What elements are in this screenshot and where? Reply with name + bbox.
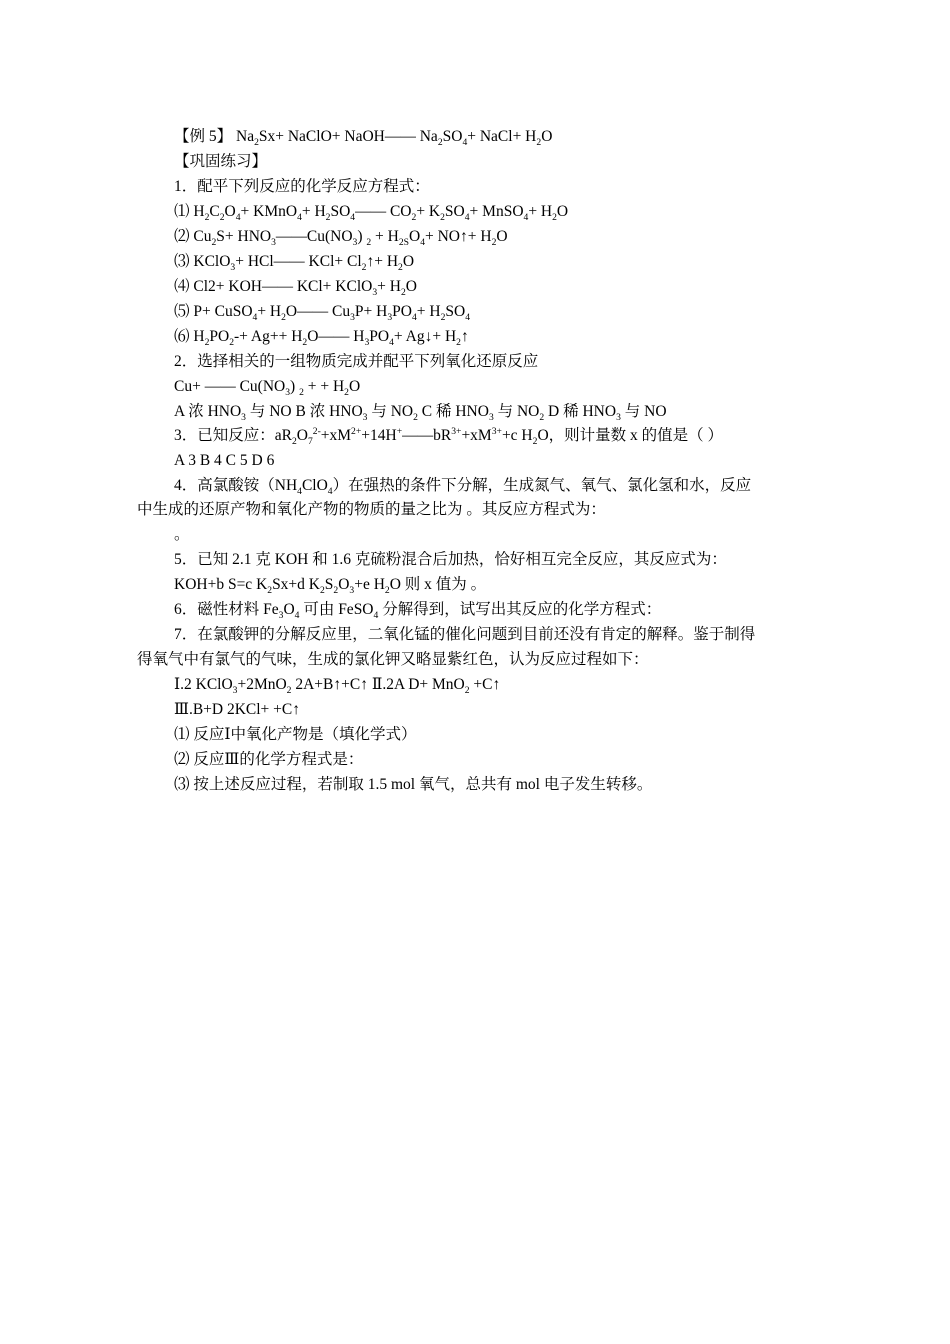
question-1-item-2: ⑵ $Cu_2S+$ $HNO_3——Cu(NO_3) _2 + H_{2S}O_4+$ NO↑+ $H_2O$: [174, 228, 508, 249]
question-1-item-3: ⑶ KClO$_3$+ HCl—— $KCl+ Cl_2↑+ H_2O$: [174, 253, 415, 274]
question-6-prompt: 6．磁性材料 $Fe_3O_4$ 可由 FeSO$_4$ 分解得到，试写出其反应的化学方程式：: [174, 601, 662, 622]
question-7-sub-3: ⑶ 按上述反应过程，若制取 1.5 mol 氧气，总共有 mol 电子发生转移。: [174, 776, 653, 793]
question-7-reactions-1: Ⅰ.2 KClO$_3$+2MnO$_2$ 2A+B↑+C↑ Ⅱ.2A D+ MnO$_2$ +C↑: [174, 676, 501, 697]
example-5-equation: 【例 5】 $Na_2Sx+$ NaClO+ NaOH—— $Na_2SO_4+$ NaCl+ $H_2O$: [174, 128, 553, 149]
question-3-options: A 3 B 4 C 5 D 6: [174, 452, 275, 469]
question-7-sub-1: ⑴ 反应Ⅰ中氧化产物是（填化学式）: [174, 726, 417, 743]
question-2-prompt: 2．选择相关的一组物质完成并配平下列氧化还原反应: [174, 353, 539, 370]
question-5-line-2: KOH+b S=c $K_2Sx+d$ $K_2S_2O_3+e$ $H_2O$ 则 x 值为 。: [174, 576, 487, 597]
question-1-item-6: ⑹ $H_2PO_2-+ Ag++$ $H_2O——$ $H_3PO_4+$ Ag↓+ $H_2↑$: [174, 328, 469, 349]
question-7-line-2: 得氧气中有氯气的气味，生成的氯化钾又略显紫红色，认为反应过程如下：: [137, 651, 649, 668]
question-4-line-1: 4．高氯酸铵$(NH_4ClO_4)$在强热的条件下分解，生成氮气、氧气、氯化氢和水，反应: [174, 477, 752, 498]
practice-heading: 【巩固练习】: [174, 153, 268, 170]
question-7-line-1: 7．在氯酸钾的分解反应里，二氧化锰的催化问题到目前还没有肯定的解释。鉴于制得: [174, 626, 756, 643]
question-2-equation: Cu+ —— $Cu(NO_3) _2$ + + $H_2O$: [174, 378, 361, 399]
question-4-line-2: 中生成的还原产物和氧化产物的物质的量之比为 。其反应方程式为：: [137, 501, 606, 518]
question-1-prompt: 1．配平下列反应的化学反应方程式：: [174, 178, 430, 195]
question-4-line-3: 。: [174, 526, 190, 543]
question-5-line-1: 5．已知 2.1 克 KOH 和 1.6 克硫粉混合后加热，恰好相互完全反应，其反应式为：: [174, 551, 727, 568]
question-1-item-5: ⑸ P+ CuSO$_4$+ $H_2O——$ $Cu_3P+ H_3PO_4+ H_2SO_4$: [174, 303, 470, 324]
question-2-options: A 浓 $HNO_3$ 与 NO B 浓 $HNO_3$ 与 $NO_2$ C 稀 $HNO_3$ 与 $NO_2$ D 稀 $HNO_3$ 与 NO: [174, 403, 667, 424]
question-7-sub-2: ⑵ 反应Ⅲ的化学方程式是：: [174, 751, 364, 768]
question-3-prompt: 3．已知反应：$aR_2O_7^{2-}+xM^{2+}+14H^+——bR^{3+}+xM^{3+}+c$ $H_2O$，则计量数 x 的值是（ ）: [174, 425, 724, 448]
question-7-reactions-2: Ⅲ.B+D 2KCl+ +C↑: [174, 701, 301, 718]
question-1-item-4: ⑷ Cl2+ KOH—— KCl+ KClO$_3$+ $H_2O$: [174, 278, 417, 299]
question-1-item-1: ⑴ $H_2C_2O_4+$ KMnO$_4$+ $H_2SO_4——$ $CO_2+ K_2SO_4+$ MnSO$_4$+ $H_2O$: [174, 203, 569, 224]
